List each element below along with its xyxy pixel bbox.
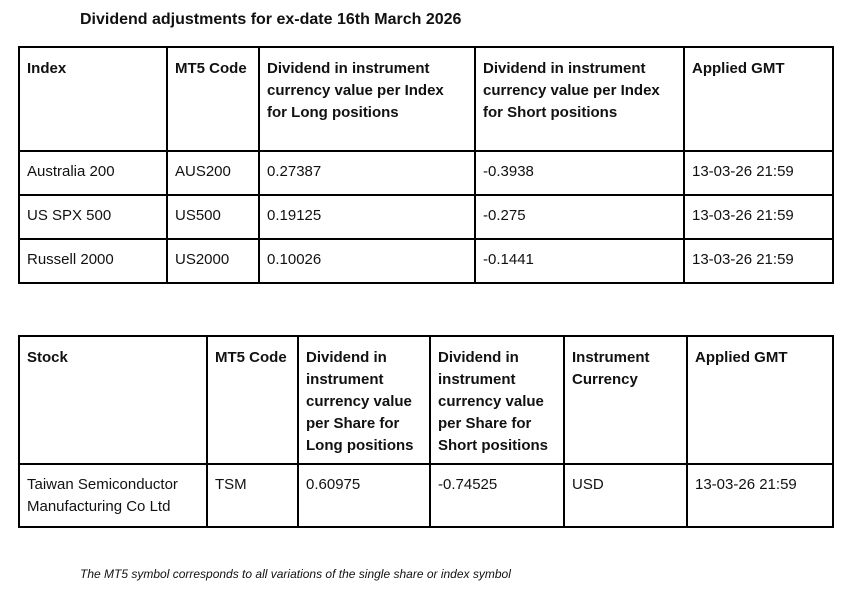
cell-index: Australia 200 [19, 151, 167, 195]
index-table-header-row [19, 47, 833, 151]
cell-applied-gmt: 13-03-26 21:59 [684, 151, 833, 195]
cell-dividend-long: 0.60975 [298, 464, 430, 527]
header-dividend-long: Dividend in instrument currency value per Share for Long positions [298, 336, 430, 464]
header-mt5-code: MT5 Code [207, 336, 298, 464]
cell-applied-gmt: 13-03-26 21:59 [687, 464, 833, 527]
cell-dividend-long: 0.27387 [259, 151, 475, 195]
cell-dividend-short: -0.3938 [475, 151, 684, 195]
cell-mt5-code: US2000 [167, 239, 259, 283]
cell-index: US SPX 500 [19, 195, 167, 239]
cell-index: Russell 2000 [19, 239, 167, 283]
page-title: Dividend adjustments for ex-date 16th March 2026 [80, 11, 462, 28]
footnote: The MT5 symbol corresponds to all variations of the single share or index symbol [80, 567, 511, 581]
header-stock: Stock [19, 336, 207, 464]
table-row [19, 151, 833, 195]
header-applied-gmt: Applied GMT [687, 336, 833, 464]
stock-dividend-table [18, 335, 834, 528]
cell-dividend-long: 0.19125 [259, 195, 475, 239]
cell-applied-gmt: 13-03-26 21:59 [684, 195, 833, 239]
cell-dividend-short: -0.74525 [430, 464, 564, 527]
cell-mt5-code: US500 [167, 195, 259, 239]
cell-dividend-short: -0.1441 [475, 239, 684, 283]
cell-instrument-currency: USD [564, 464, 687, 527]
header-dividend-long: Dividend in instrument currency value per Index for Long positions [259, 47, 475, 151]
index-dividend-table [18, 46, 834, 284]
header-index: Index [19, 47, 167, 151]
stock-table-header-row [19, 336, 833, 464]
cell-mt5-code: AUS200 [167, 151, 259, 195]
table-row [19, 239, 833, 283]
cell-mt5-code: TSM [207, 464, 298, 527]
table-row [19, 195, 833, 239]
header-dividend-short: Dividend in instrument currency value per Index for Short positions [475, 47, 684, 151]
table-row [19, 464, 833, 527]
header-applied-gmt: Applied GMT [684, 47, 833, 151]
cell-stock: Taiwan Semiconductor Manufacturing Co Ltd [19, 464, 207, 527]
header-dividend-short: Dividend in instrument currency value per Share for Short positions [430, 336, 564, 464]
cell-dividend-short: -0.275 [475, 195, 684, 239]
header-instrument-currency: Instrument Currency [564, 336, 687, 464]
header-mt5-code: MT5 Code [167, 47, 259, 151]
cell-dividend-long: 0.10026 [259, 239, 475, 283]
cell-applied-gmt: 13-03-26 21:59 [684, 239, 833, 283]
